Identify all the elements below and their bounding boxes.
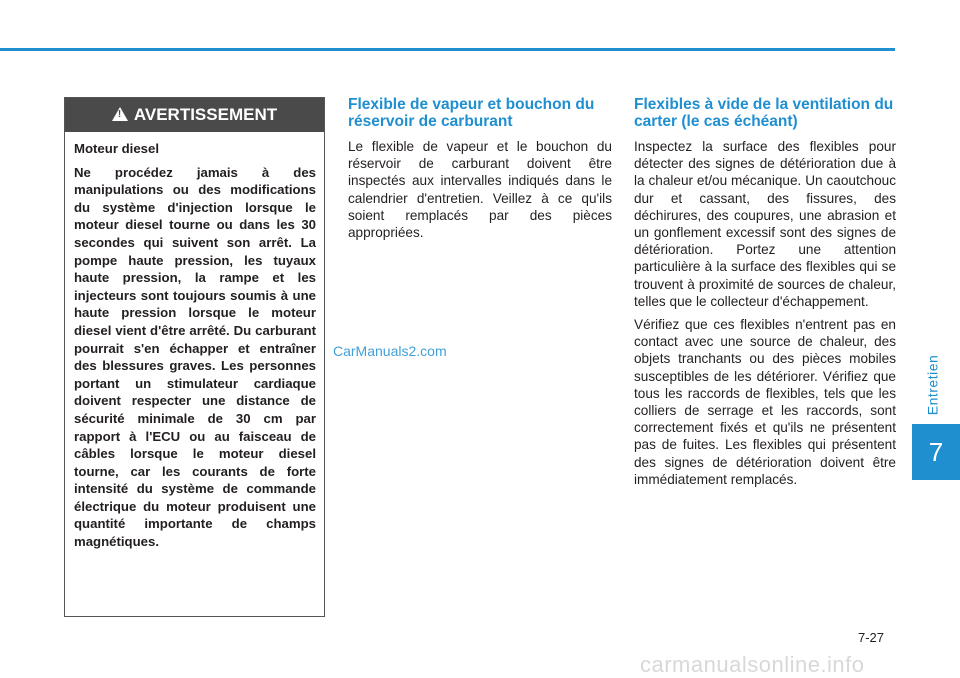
- section-vacuum-hoses: [634, 96, 896, 494]
- section-vacuum-para1: Inspectez la surface des flexibles pour détecter des signes de détérioration due à la chaleur et/ou mécanique. Un caoutchouc dur et cassant, des fissures, des déchirures, des coupures, une abrasion et un gonflement excessif sont des signes de détérioration. Portez une attention particulière à la surface des flexibles qui se trouvent à proximité de sources de chaleur, telles que le collecteur d'échappement.: [634, 139, 896, 309]
- header-rule: [0, 48, 895, 51]
- section-vacuum-title: Flexibles à vide de la ventilation du carter (le cas échéant): [634, 96, 894, 130]
- section-vapour-text: Le flexible de vapeur et le bouchon du réservoir de carburant doivent être inspectés aux intervalles indiqués dans le calendrier d'entretien. Veillez à ce qu'ils soient remplacés par des pièces appropriées.: [348, 139, 612, 241]
- warning-header: [65, 98, 324, 132]
- watermark-link[interactable]: CarManuals2.com: [333, 343, 447, 359]
- warning-body: [65, 132, 324, 551]
- page-number: 7-27: [858, 630, 885, 645]
- section-label: Entretien: [924, 354, 941, 416]
- warning-triangle-icon: [112, 107, 128, 121]
- section-vapour-hose: [348, 96, 612, 247]
- warning-title: AVERTISSEMENT: [133, 105, 278, 124]
- warning-box: [64, 97, 325, 617]
- chapter-number: 7: [928, 436, 944, 467]
- chapter-badge: [912, 424, 960, 480]
- footer-watermark: carmanualsonline.info: [640, 652, 865, 677]
- section-vacuum-para2: Vérifiez que ces flexibles n'entrent pas en contact avec une source de chaleur, des objets tranchants ou des pièces mobiles susceptibles de les détériorer. Vérifiez que tous les raccords de flexibles, tels que les colliers de serrage et les raccords, sont correctement fixés et qu'ils ne présentent pas de fuites. Les flexibles qui présentent des signes de détérioration doivent être immédiatement remplacés.: [634, 317, 896, 487]
- warning-text: Ne procédez jamais à des manipulations ou des modifications du système d'injection lorsque le moteur diesel tourne ou dans les 30 secondes qui suivent son arrêt. La pompe haute pression, les tuyaux haute pression, la rampe et les injecteurs sont toujours soumis à une haute pression lorsque le moteur diesel vient d'être arrêté. Du carburant pourrait s'en échapper et entraîner des blessures graves. Les personnes portant un stimulateur cardiaque doivent respecter une distance de sécurité minimale de 30 cm par rapport à l'ECU ou au faisceau de câbles lorsque le moteur diesel tourne, car les courants de forte intensité du système de commande électrique du moteur produisent une quantité importante de champs magnétiques.: [74, 164, 316, 550]
- warning-subtitle: Moteur diesel: [74, 141, 160, 156]
- section-vapour-title: Flexible de vapeur et bouchon du réservoir de carburant: [348, 96, 595, 130]
- section-tab: [912, 340, 952, 430]
